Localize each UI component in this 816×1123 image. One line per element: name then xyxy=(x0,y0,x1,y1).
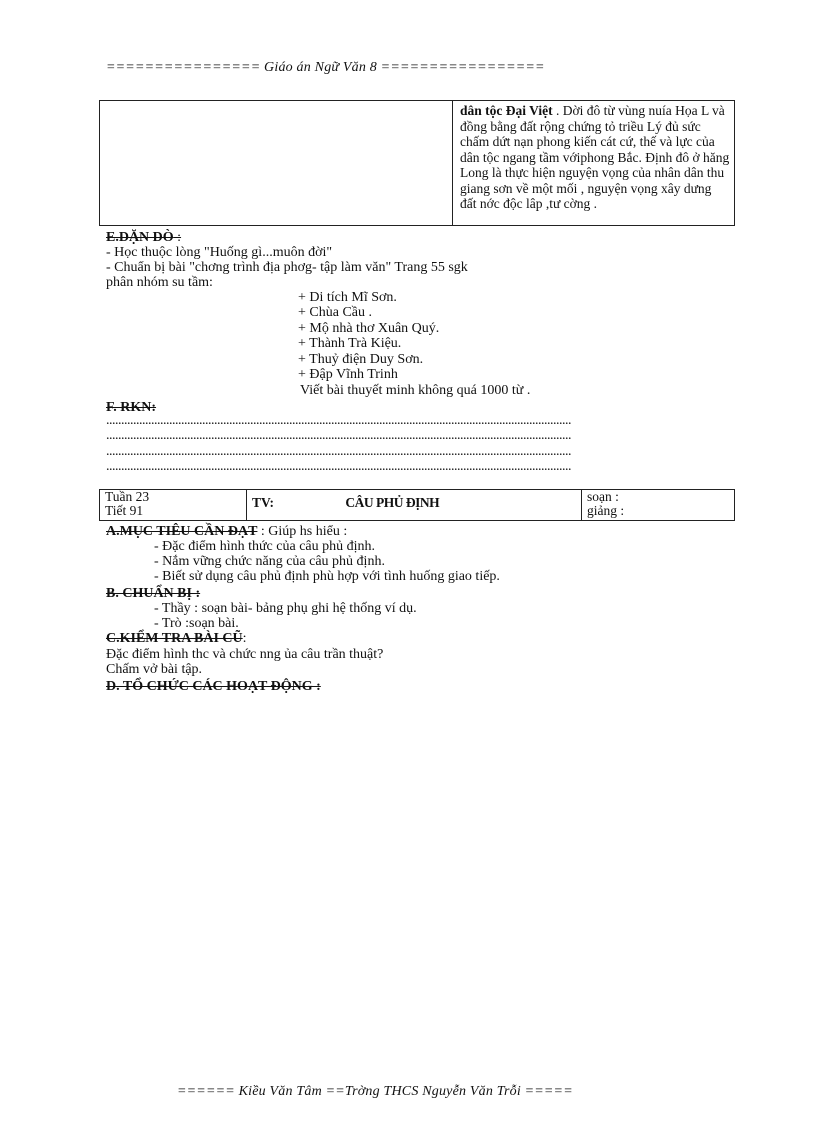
section-a-suffix: : Giúp hs hiểu : xyxy=(260,524,348,539)
section-c-line: Chấm vở bài tập. xyxy=(106,662,203,677)
soan-label: soạn : xyxy=(587,489,619,504)
dotted-line: ........................................................................................................................................................... xyxy=(106,459,571,474)
dotted-line: ........................................................................................................................................................... xyxy=(106,428,571,443)
lesson-info-table xyxy=(99,489,735,521)
section-f-title: F. RKN: xyxy=(106,400,157,415)
page-footer: ====== Kiều Văn Tâm ==Trờng THCS Nguyễn Văn Trỗi ===== xyxy=(177,1084,573,1099)
week-label: Tuần 23 xyxy=(105,489,150,504)
content-table-top xyxy=(99,100,735,226)
section-d-title: D. TỔ CHỨC CÁC HOẠT ĐỘNG : xyxy=(106,679,321,694)
tv-label: TV: xyxy=(252,495,275,510)
section-e-title: E.DẶN DÒ : xyxy=(106,230,182,245)
dates-cell xyxy=(582,490,735,521)
list-item: + Chùa Cầu . xyxy=(298,305,372,320)
list-item: - Thầy : soạn bài- bảng phụ ghi hệ thống ví dụ. xyxy=(154,601,417,616)
giang-label: giảng : xyxy=(587,503,625,518)
dotted-line: ........................................................................................................................................................... xyxy=(106,413,571,428)
list-item: - Trò :soạn bài. xyxy=(154,616,239,631)
list-item: - Đặc điểm hình thức của câu phủ định. xyxy=(154,539,376,554)
period-label: Tiết 91 xyxy=(105,503,144,518)
list-item: + Thuỷ điện Duy Sơn. xyxy=(298,352,424,367)
lesson-title-cell xyxy=(247,490,582,521)
section-e-line: - Học thuộc lòng "Huống gì...muôn đời" xyxy=(106,245,333,260)
week-period-cell xyxy=(100,490,247,521)
list-item: + Di tích Mĩ Sơn. xyxy=(298,290,397,305)
section-e-line: - Chuẩn bị bài "chơng trình địa phơg- tập làm văn" Trang 55 sgk xyxy=(106,260,468,275)
section-a-heading xyxy=(106,524,347,540)
dotted-line: ........................................................................................................................................................... xyxy=(106,444,571,459)
table-left-cell xyxy=(100,101,453,226)
right-cell-text: . Dời đô từ vùng nuía Họa L và đồng bằng đất rộng chứng tỏ triều Lý đủ sức chấm dứt nạn phong kiến cát cứ, thế và lực của dân tộc ngang tầm vớiphong Bắc. Định đô ở hăng Long là thực hiện nguyện vọng của nhân dân thu giang sơn về một mối , nguyện vọng xây dưng đất nớc độc lâp ,tư cờng . xyxy=(460,103,730,211)
section-e-line: phân nhóm su tầm: xyxy=(106,275,213,290)
section-c-line: Đặc điểm hình thc và chức nng ủa câu trần thuật? xyxy=(106,647,384,662)
section-b-title: B. CHUẨN BỊ : xyxy=(106,586,201,601)
list-item: + Thành Trà Kiệu. xyxy=(298,336,402,351)
table-right-cell xyxy=(453,101,735,226)
list-item: - Nắm vững chức năng của câu phủ định. xyxy=(154,554,385,569)
lesson-title: CÂU PHỦ ĐỊNH xyxy=(345,495,440,510)
right-cell-bold: dân tộc Đại Việt xyxy=(460,103,553,118)
section-c-suffix: : xyxy=(242,631,247,646)
list-item: + Đập Vĩnh Trinh xyxy=(298,367,398,382)
list-item: + Mộ nhà thơ Xuân Quý. xyxy=(298,321,440,336)
list-item: - Biết sử dụng câu phủ định phù hợp với tình huống giao tiếp. xyxy=(154,569,500,584)
writing-task: Viết bài thuyết minh không quá 1000 từ . xyxy=(300,383,531,398)
section-c-heading xyxy=(106,631,247,647)
section-c-title: C.KIỂM TRA BÀI CŨ xyxy=(106,631,243,646)
section-a-title: A.MỤC TIÊU CẦN ĐẠT xyxy=(106,524,258,539)
page-header: ================ Giáo án Ngữ Văn 8 ================= xyxy=(106,60,545,75)
